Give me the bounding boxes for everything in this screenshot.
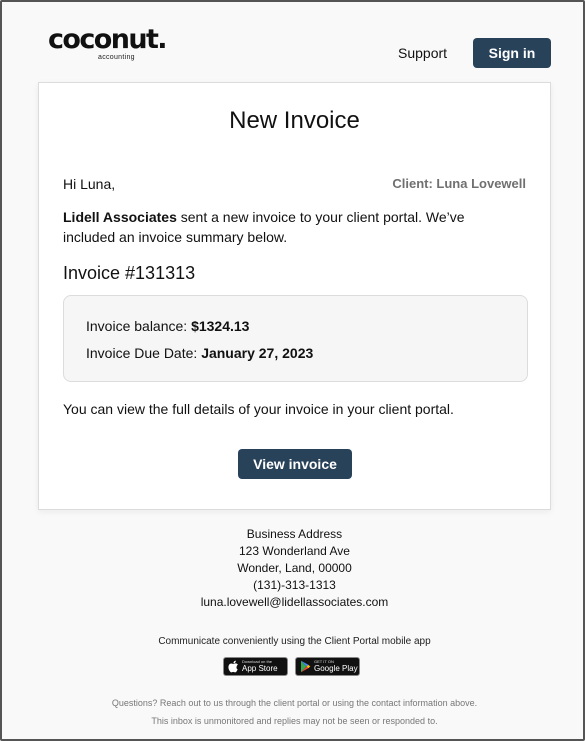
support-link[interactable]: Support	[398, 45, 448, 61]
google-play-icon	[300, 660, 311, 673]
store-badges	[223, 657, 363, 677]
email-address[interactable]: luna.lovewell@lidellassociates.com	[200, 595, 389, 609]
app-store-label: App Store	[242, 664, 278, 673]
greeting: Hi Luna,	[63, 176, 116, 192]
google-play-badge[interactable]	[295, 657, 360, 676]
address-street: 123 Wonderland Ave	[239, 544, 350, 558]
page-title: New Invoice	[229, 107, 360, 134]
client-label: Client: Luna Lovewell	[392, 176, 526, 191]
company-name: Lidell Associates	[63, 209, 177, 225]
apple-icon	[228, 660, 239, 673]
phone-number[interactable]: (131)-313-1313	[253, 578, 336, 592]
disclaimer-line-1: Questions? Reach out to us through the client portal or using the contact information above.	[111, 698, 478, 708]
invoice-summary	[63, 295, 528, 382]
due-date-label: Invoice Due Date:	[86, 345, 198, 361]
disclaimer-line-2: This inbox is unmonitored and replies may not be seen or responded to.	[151, 716, 438, 726]
coconut-logo[interactable]	[48, 24, 198, 66]
view-invoice-button[interactable]: View invoice	[238, 449, 352, 479]
address-city: Wonder, Land, 00000	[237, 561, 352, 575]
business-address	[2, 526, 585, 611]
intro-text	[63, 207, 503, 247]
sign-in-button[interactable]: Sign in	[473, 38, 551, 68]
google-play-label: Google Play	[314, 664, 358, 673]
invoice-balance-line	[86, 318, 249, 334]
google-play-small-text: GET IT ON	[314, 659, 334, 664]
balance-value: $1324.13	[191, 318, 250, 334]
app-promo-text: Communicate conveniently using the Client Portal mobile app	[158, 636, 431, 647]
invoice-due-line	[86, 345, 313, 361]
address-title: Business Address	[246, 527, 343, 541]
logo-subtitle: accounting	[98, 54, 135, 61]
due-date-value: January 27, 2023	[201, 345, 314, 361]
invoice-number: Invoice #131313	[63, 263, 196, 283]
details-text: You can view the full details of your invoice in your client portal.	[63, 401, 454, 417]
app-store-small-text: Download on the	[242, 659, 273, 664]
intro-rest: sent a new invoice to your client portal. We’ve included an invoice summary below.	[63, 209, 465, 245]
logo-wordmark: coconut.	[48, 24, 166, 55]
footer-disclaimer	[2, 694, 585, 730]
app-store-badge[interactable]	[223, 657, 288, 676]
invoice-card	[38, 82, 551, 510]
balance-label: Invoice balance:	[86, 318, 188, 334]
